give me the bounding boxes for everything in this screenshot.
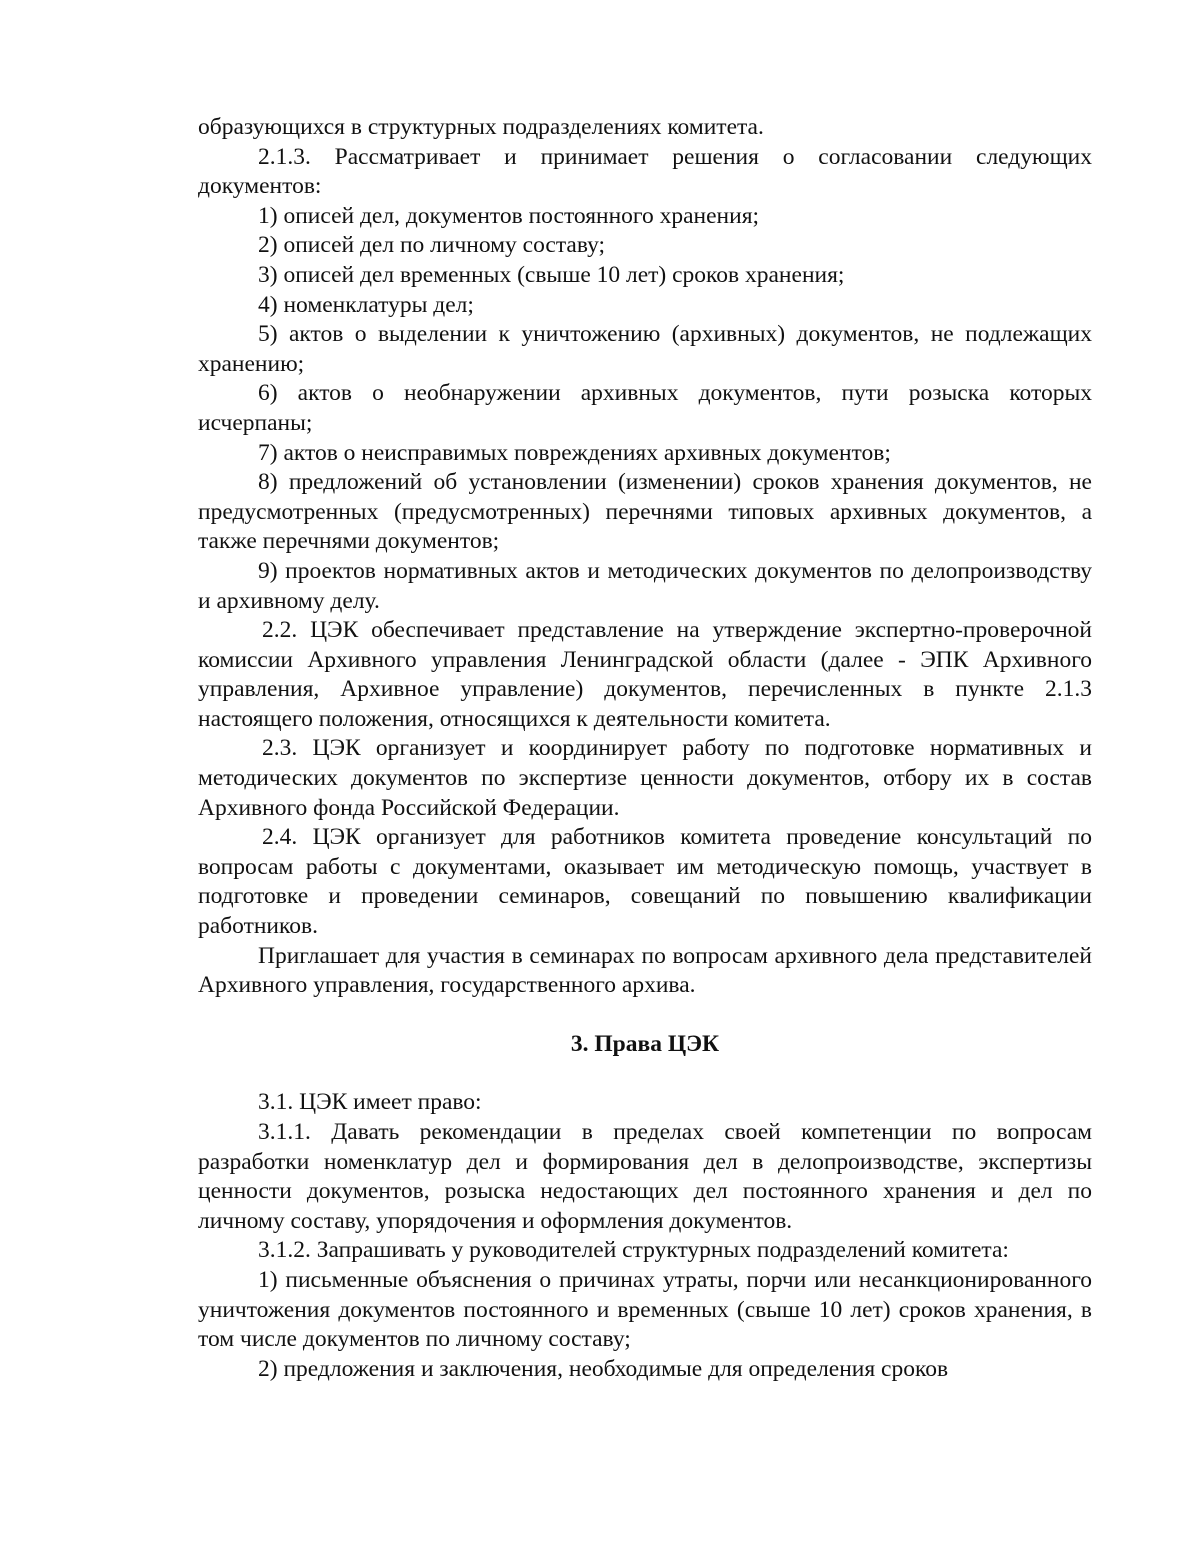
paragraph-invite: Приглашает для участия в семинарах по вопросам архивного дела представителей Архивного управления, государственного архива.: [198, 942, 1092, 999]
list-item-2-1-3-2: 2) описей дел по личному составу;: [258, 232, 606, 259]
list-item-2-1-3-6: 6) актов о необнаружении архивных документов, пути розыска которых исчерпаны;: [198, 380, 1092, 436]
document-page: [198, 113, 1092, 1384]
list-item-2-1-3-3: 3) описей дел временных (свыше 10 лет) сроков хранения;: [258, 261, 845, 288]
list-item-3-1-2-2: 2) предложения и заключения, необходимые для определения сроков: [258, 1355, 949, 1382]
paragraph-3-1: 3.1. ЦЭК имеет право:: [258, 1089, 482, 1116]
list-item-2-1-3-4: 4) номенклатуры дел;: [258, 291, 474, 318]
paragraph-2-2: 2.2. ЦЭК обеспечивает представление на утверждение экспертно-проверочной комиссии Архивного управления Ленинградской области (далее - ЭПК Архивного управления, Архивное управление) документов, перечисленных в пункте 2.1.3 настоящего положения, относящихся к деятельности комитета.: [198, 617, 1092, 732]
paragraph-continued: образующихся в структурных подразделениях комитета.: [198, 114, 764, 140]
paragraph-3-1-1: 3.1.1. Давать рекомендации в пределах своей компетенции по вопросам разработки номенклатур дел и формирования дел в делопроизводстве, экспертизы ценности документов, розыска недостающих дел постоянного хранения и дел по личному составу, упорядочения и оформления документов.: [198, 1119, 1092, 1234]
list-item-3-1-2-1: 1) письменные объяснения о причинах утраты, порчи или несанкционированного уничтожения документов постоянного и временных (свыше 10 лет) сроков хранения, в том числе документов по личному составу;: [198, 1266, 1092, 1353]
list-item-2-1-3-7: 7) актов о неисправимых повреждениях архивных документов;: [258, 439, 891, 466]
list-item-2-1-3-8: 8) предложений об установлении (изменении) сроков хранения документов, не предусмотренных (предусмотренных) перечнями типовых архивных документов, а также перечнями документов;: [198, 469, 1092, 555]
list-item-2-1-3-5: 5) актов о выделении к уничтожению (архивных) документов, не подлежащих хранению;: [198, 321, 1092, 377]
paragraph-2-4: 2.4. ЦЭК организует для работников комитета проведение консультаций по вопросам работы с документами, оказывает им методическую помощь, участвует в подготовке и проведении семинаров, совещаний по повышению квалификации работников.: [198, 824, 1092, 940]
list-item-2-1-3-9: 9) проектов нормативных актов и методических документов по делопроизводству и архивному делу.: [198, 557, 1092, 614]
paragraph-2-1-3: 2.1.3. Рассматривает и принимает решения о согласовании следующих документов:: [198, 143, 1092, 200]
section-3-title: 3. Права ЦЭК: [570, 1030, 720, 1057]
list-item-2-1-3-1: 1) описей дел, документов постоянного хранения;: [258, 202, 760, 229]
paragraph-2-3: 2.3. ЦЭК организует и координирует работу по подготовке нормативных и методических документов по экспертизе ценности документов, отбору их в состав Архивного фонда Российской Федерации.: [198, 735, 1092, 821]
paragraph-3-1-2: 3.1.2. Запрашивать у руководителей структурных подразделений комитета:: [258, 1237, 1009, 1264]
